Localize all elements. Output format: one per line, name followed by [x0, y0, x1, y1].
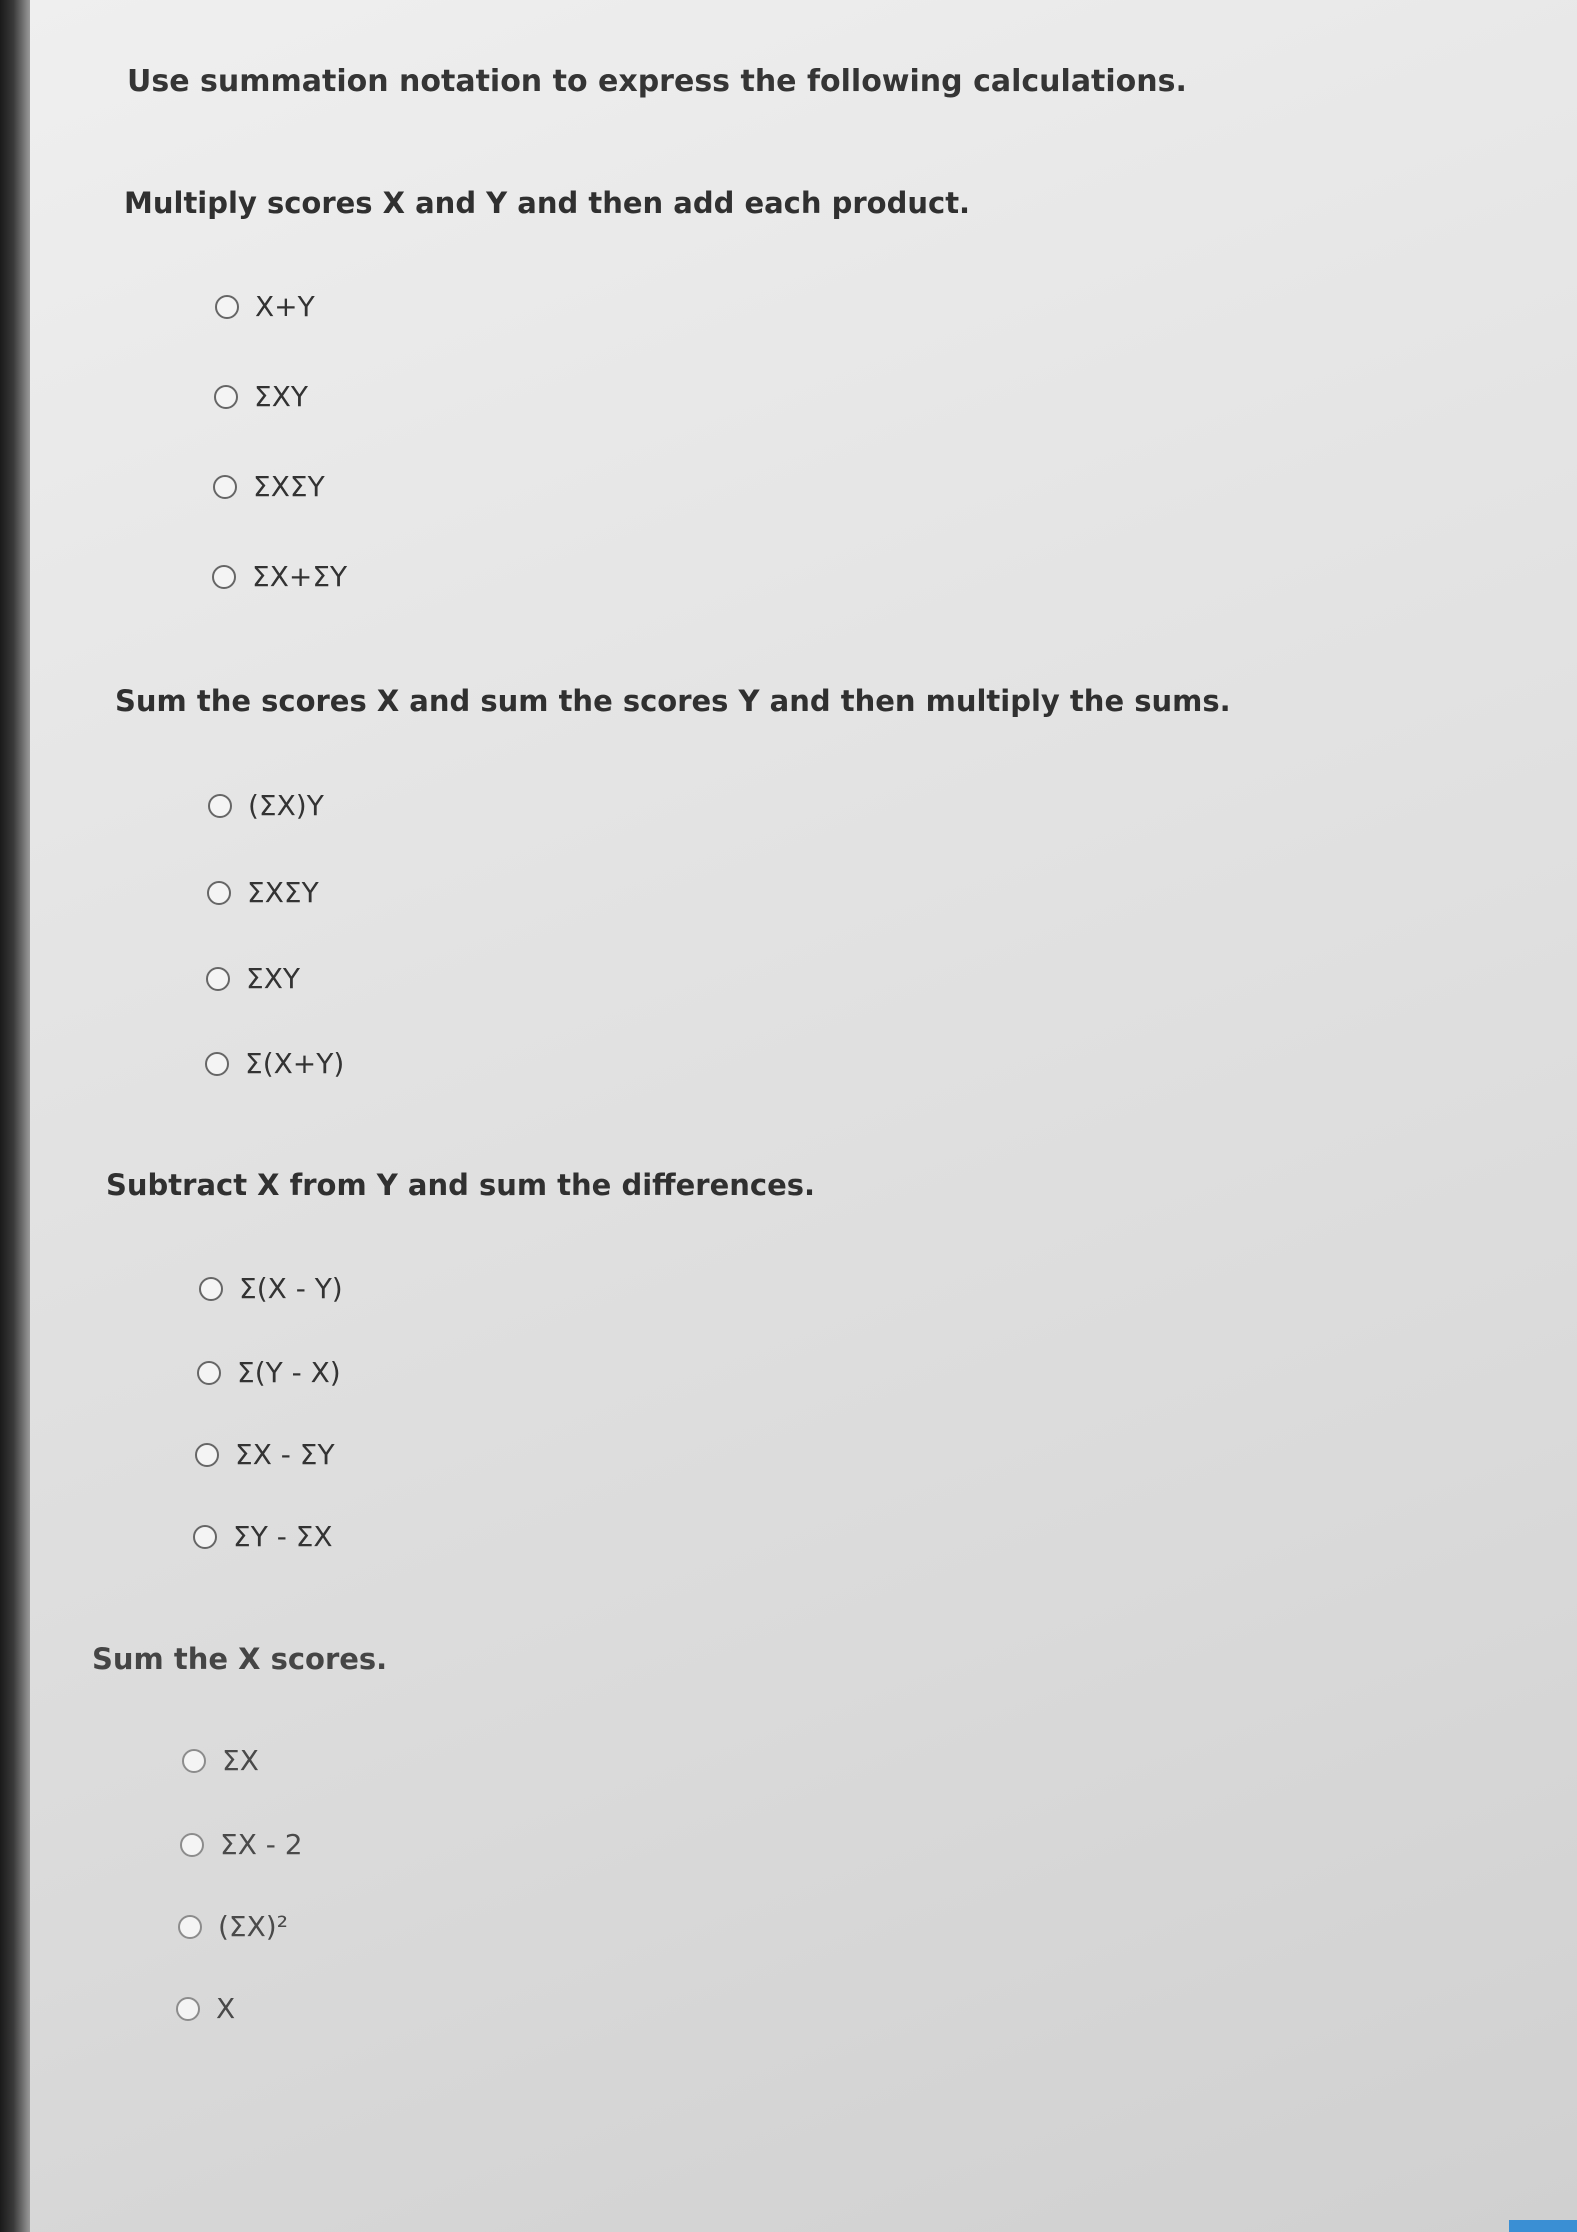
radio-button[interactable]	[182, 1749, 206, 1773]
option-label: ΣX+ΣY	[252, 560, 348, 593]
option-label: ΣY - ΣX	[233, 1520, 333, 1553]
option-label: X+Y	[255, 290, 315, 323]
radio-button[interactable]	[199, 1277, 223, 1301]
radio-button[interactable]	[205, 1052, 229, 1076]
question-1-option-3[interactable]	[213, 470, 325, 503]
radio-button[interactable]	[212, 565, 236, 589]
question-3-option-3[interactable]	[195, 1438, 335, 1471]
radio-button[interactable]	[214, 385, 238, 409]
option-label: ΣXY	[246, 962, 300, 995]
question-2-option-1[interactable]	[208, 789, 324, 822]
question-4-option-1[interactable]	[182, 1744, 259, 1777]
option-label: ΣX	[222, 1744, 259, 1777]
question-1-option-4[interactable]	[212, 560, 347, 593]
question-3-option-4[interactable]	[193, 1520, 333, 1553]
radio-button[interactable]	[208, 794, 232, 818]
option-label: Σ(X+Y)	[245, 1047, 345, 1080]
question-4-option-4[interactable]	[176, 1992, 235, 2025]
question-2-prompt: Sum the scores X and sum the scores Y and then multiply the sums.	[115, 684, 1231, 718]
option-label: ΣXΣY	[247, 876, 319, 909]
radio-button[interactable]	[213, 475, 237, 499]
radio-button[interactable]	[193, 1525, 217, 1549]
quiz-page	[30, 0, 1577, 2232]
radio-button[interactable]	[206, 967, 230, 991]
radio-button[interactable]	[197, 1361, 221, 1385]
radio-button[interactable]	[180, 1833, 204, 1857]
option-label: ΣX - ΣY	[235, 1438, 335, 1471]
option-label: X	[216, 1992, 236, 2025]
option-label: ΣXΣY	[253, 470, 325, 503]
question-1-option-1[interactable]	[215, 290, 315, 323]
radio-button[interactable]	[207, 881, 231, 905]
question-1-prompt: Multiply scores X and Y and then add each product.	[124, 186, 971, 220]
question-2-option-3[interactable]	[206, 962, 300, 995]
instructions-text: Use summation notation to express the following calculations.	[127, 64, 1187, 99]
question-2-option-2[interactable]	[207, 876, 319, 909]
question-4-option-2[interactable]	[180, 1828, 303, 1861]
option-label: Σ(Y - X)	[237, 1356, 341, 1389]
question-4-option-3[interactable]	[178, 1910, 288, 1943]
radio-button[interactable]	[178, 1915, 202, 1939]
corner-tab	[1509, 2220, 1577, 2232]
radio-button[interactable]	[195, 1443, 219, 1467]
question-4-prompt: Sum the X scores.	[92, 1642, 388, 1676]
radio-button[interactable]	[215, 295, 239, 319]
question-3-prompt: Subtract X from Y and sum the differences.	[106, 1168, 816, 1202]
option-label: ΣXY	[254, 380, 308, 413]
option-label: Σ(X - Y)	[239, 1272, 343, 1305]
question-3-option-2[interactable]	[197, 1356, 341, 1389]
question-3-option-1[interactable]	[199, 1272, 343, 1305]
option-label: (ΣX)Y	[248, 789, 324, 822]
option-label: (ΣX)²	[218, 1910, 288, 1943]
question-2-option-4[interactable]	[205, 1047, 344, 1080]
question-1-option-2[interactable]	[214, 380, 308, 413]
radio-button[interactable]	[176, 1997, 200, 2021]
option-label: ΣX - 2	[220, 1828, 303, 1861]
left-edge-shadow	[0, 0, 30, 2232]
